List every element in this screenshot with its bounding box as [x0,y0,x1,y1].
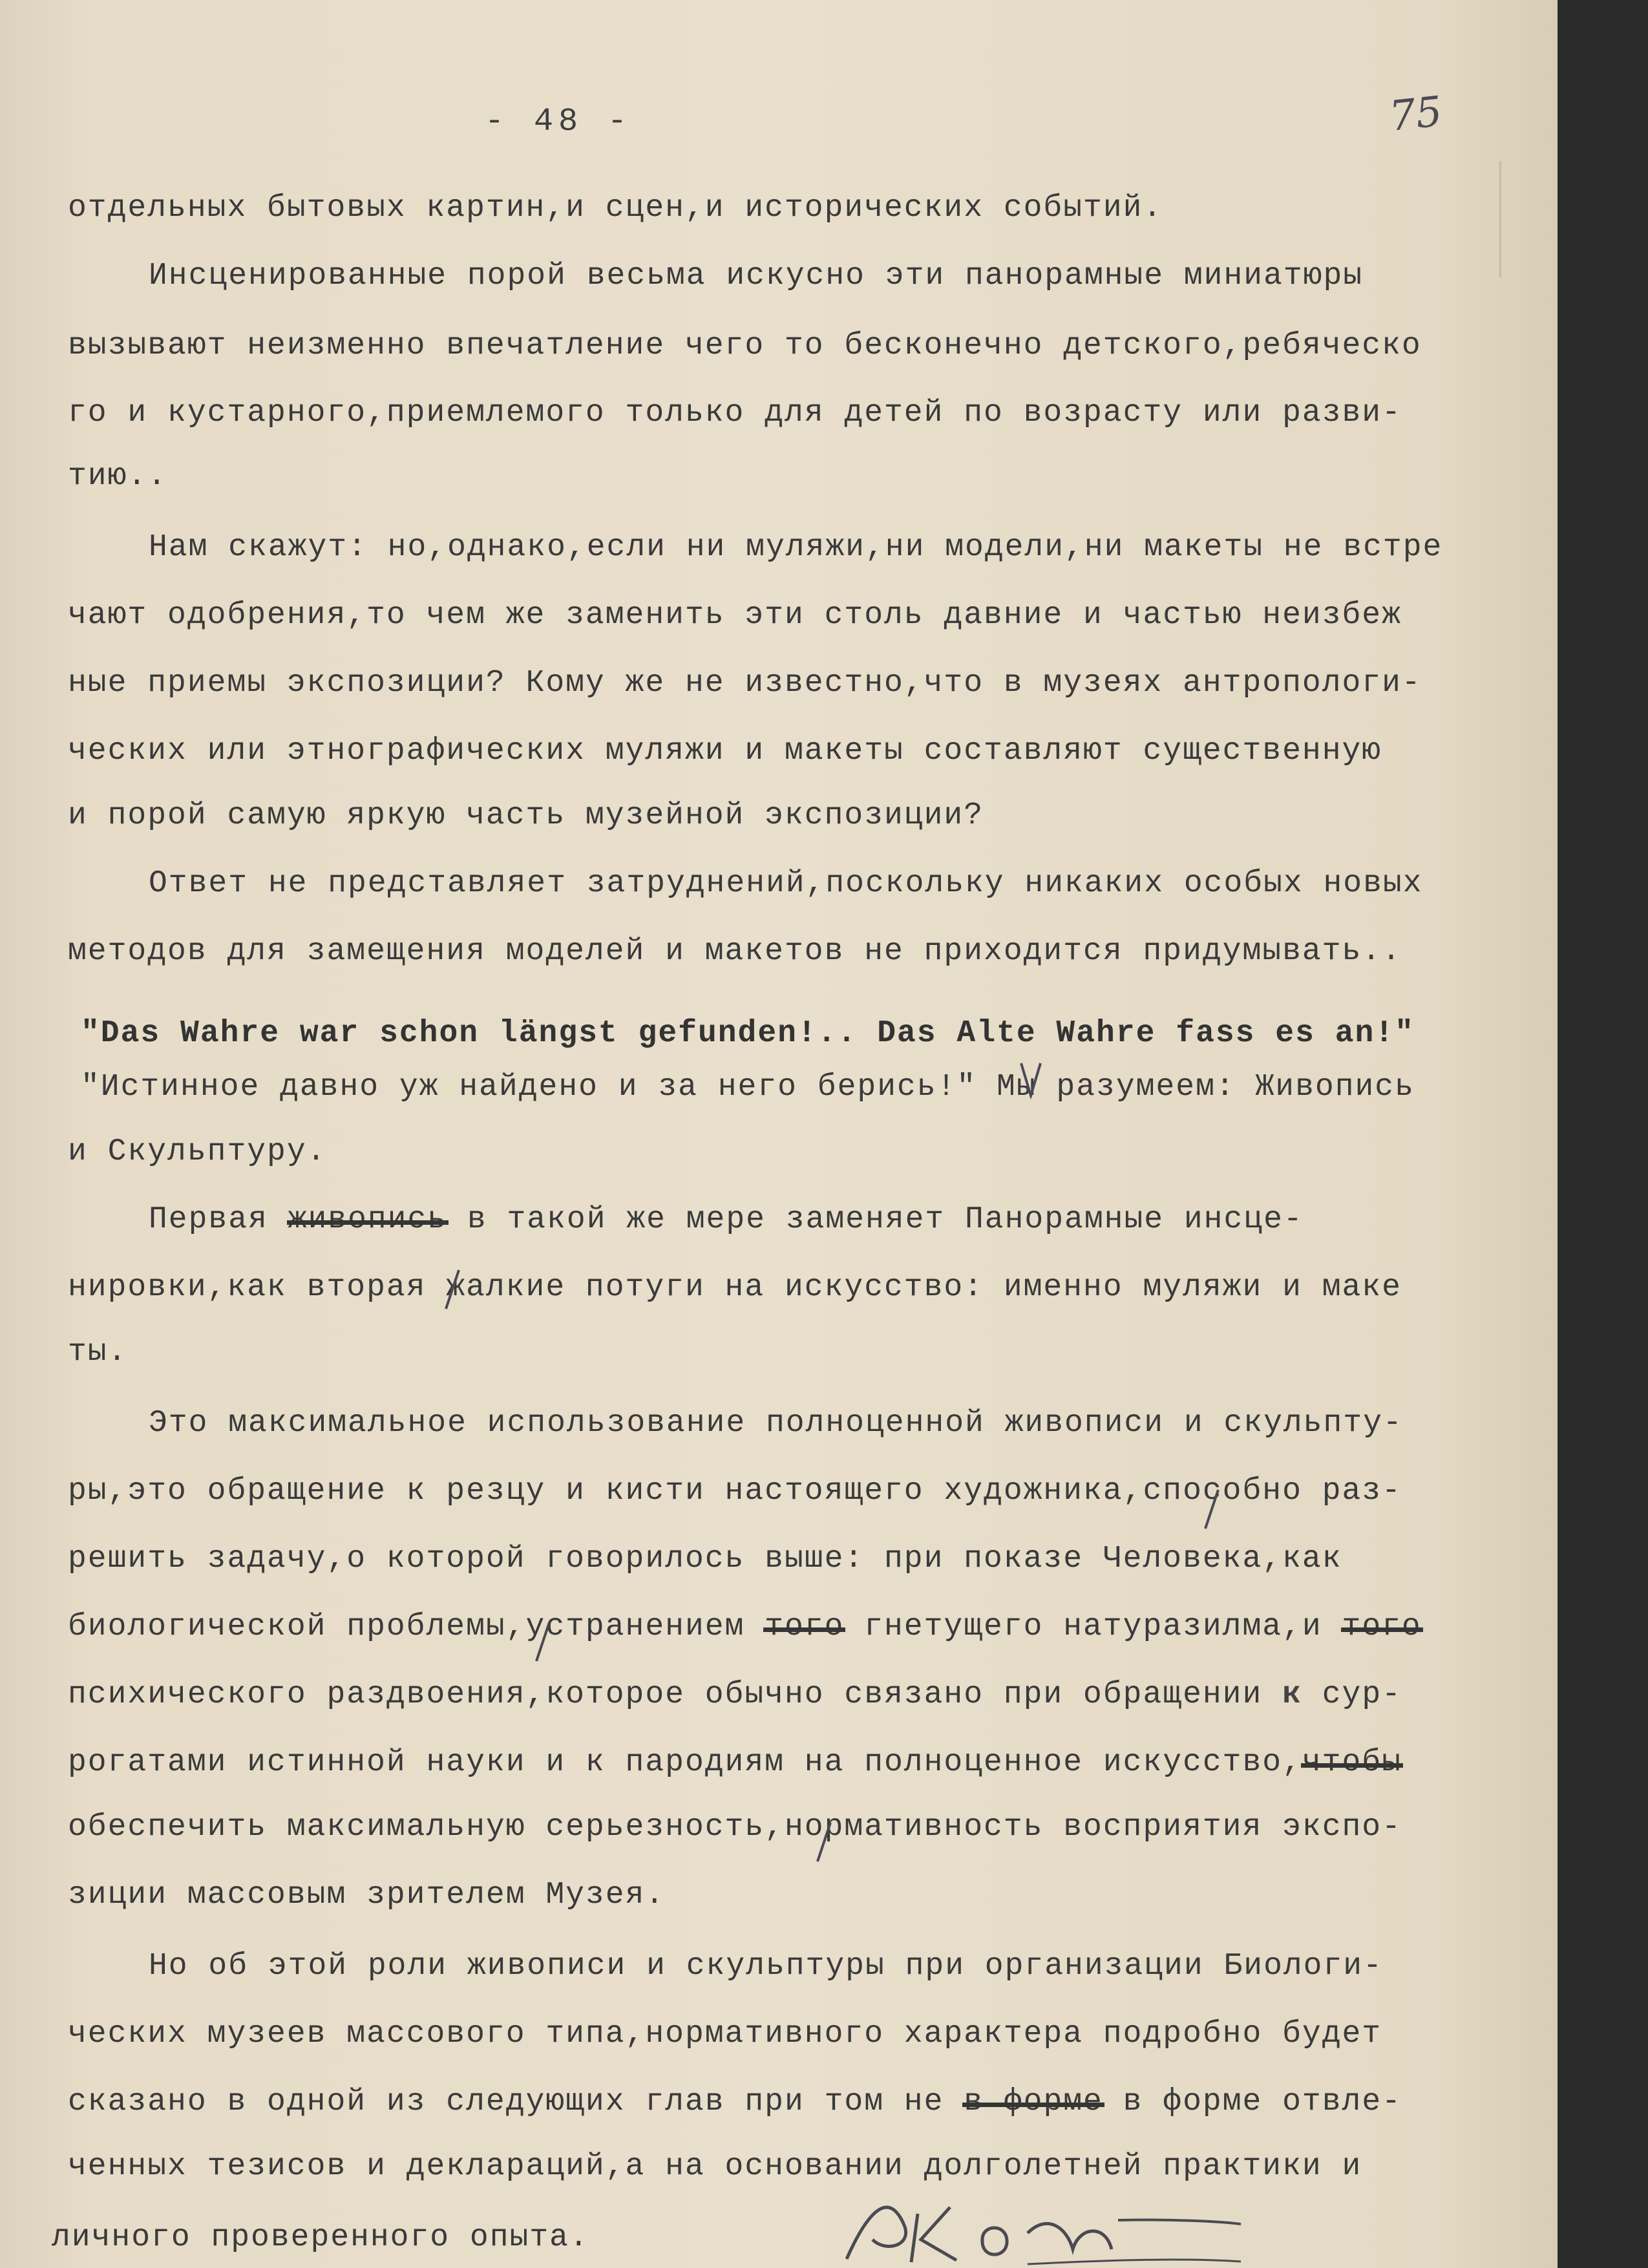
text-line: зиции массовым зрителем Музея. [68,1878,666,1913]
handwritten-comma-mark [1199,1487,1225,1532]
handwritten-comma-mark [530,1619,556,1664]
handwritten-comma-mark [439,1267,465,1312]
text-line: и Скульптуру. [68,1134,327,1169]
text-line: ры,это обращение к резцу и кисти настоящего художника,способно раз- [68,1474,1402,1509]
text-line: го и кустарного,приемлемого только для детей по возрасту или разви- [68,396,1402,430]
text-line-with-correction [68,1609,1422,1644]
handwritten-comma-mark [811,1819,837,1865]
page-number: - 48 - [485,103,633,140]
text-line: ченных тезисов и деклараций,а на основании долголетней практики и [68,2149,1362,2184]
text-line: нировки,как вторая жалкие потуги на искусство: именно муляжи и маке [68,1270,1402,1305]
text-line: и порой самую яркую часть музейной экспозиции? [68,798,984,833]
german-quote-line: "Das Wahre war schon längst gefunden!.. Das Alte Wahre fass es an!" [81,1016,1415,1051]
text-line: ческих или этнографических муляжи и макеты составляют существенную [68,734,1382,768]
text-line: ты. [68,1335,128,1370]
text-line-with-correction [68,2084,1402,2119]
handwritten-insertion: к [1282,1677,1302,1712]
text-line: Ответ не представляет затруднений,поскольку никаких особых новых [149,866,1423,901]
text-line-with-correction [149,1202,1304,1237]
text-line: Это максимальное использование полноценной живописи и скульпту- [149,1406,1403,1441]
text-line: Нам скажут: но,однако,если ни муляжи,ни модели,ни макеты не встре [149,530,1443,565]
text-line: решить задачу,о которой говорилось выше: при показе Человека,как [68,1542,1342,1576]
text-fragment: в такой же мере заменяет Панорамные инсце- [447,1202,1304,1237]
stamp-mark [1499,162,1559,278]
handwritten-correction-mark [1018,1060,1044,1099]
struck-word: того [1342,1609,1422,1644]
text-line-with-correction [68,1745,1402,1780]
text-fragment: Первая [149,1202,288,1237]
text-line: вызывают неизменно впечатление чего то бесконечно детского,ребяческо [68,328,1422,363]
text-fragment: в форме отвле- [1103,2084,1402,2119]
struck-word: чтобы [1302,1745,1402,1780]
text-fragment: сур- [1302,1677,1402,1712]
struck-word: живопись [288,1202,448,1237]
text-fragment: психического раздвоения,которое обычно связано при обращении [68,1677,1283,1712]
text-line: ные приемы экспозиции? Кому же не известно,что в музеях антропологи- [68,666,1422,701]
text-line: тию.. [68,459,168,494]
text-fragment: гнетущего натуразилма,и [844,1609,1342,1644]
russian-quote-line: "Истинное давно уж найдено и за него берись!" Мы разумеем: Живопись [81,1070,1415,1105]
text-line: методов для замещения моделей и макетов не приходится придумывать.. [68,934,1402,969]
text-fragment: рогатами истинной науки и к пародиям на полноценное искусство, [68,1745,1302,1780]
text-line-with-correction [68,1677,1402,1712]
text-line: личного проверенного опыта. [52,2220,589,2255]
struck-word: того [765,1609,845,1644]
text-line: ческих музеев массового типа,нормативного характера подробно будет [68,2017,1382,2051]
struck-word: в форме [964,2084,1103,2119]
text-line: чают одобрения,то чем же заменить эти столь давние и частью неизбеж [68,598,1402,633]
text-fragment: биологической проблемы,устранением [68,1609,765,1644]
text-line: Инсценированные порой весьма искусно эти панорамные миниатюры [149,259,1364,293]
text-line: обеспечить максимальную серьезность,нормативность восприятия экспо- [68,1810,1402,1845]
text-line: отдельных бытовых картин,и сцен,и исторических событий. [68,191,1163,226]
handwritten-signature [834,2188,1247,2265]
archive-folio-number: 75 [1387,87,1445,142]
text-fragment: сказано в одной из следующих глав при том не [68,2084,964,2119]
text-line: Но об этой роли живописи и скульптуры при организации Биологи- [149,1949,1383,1984]
